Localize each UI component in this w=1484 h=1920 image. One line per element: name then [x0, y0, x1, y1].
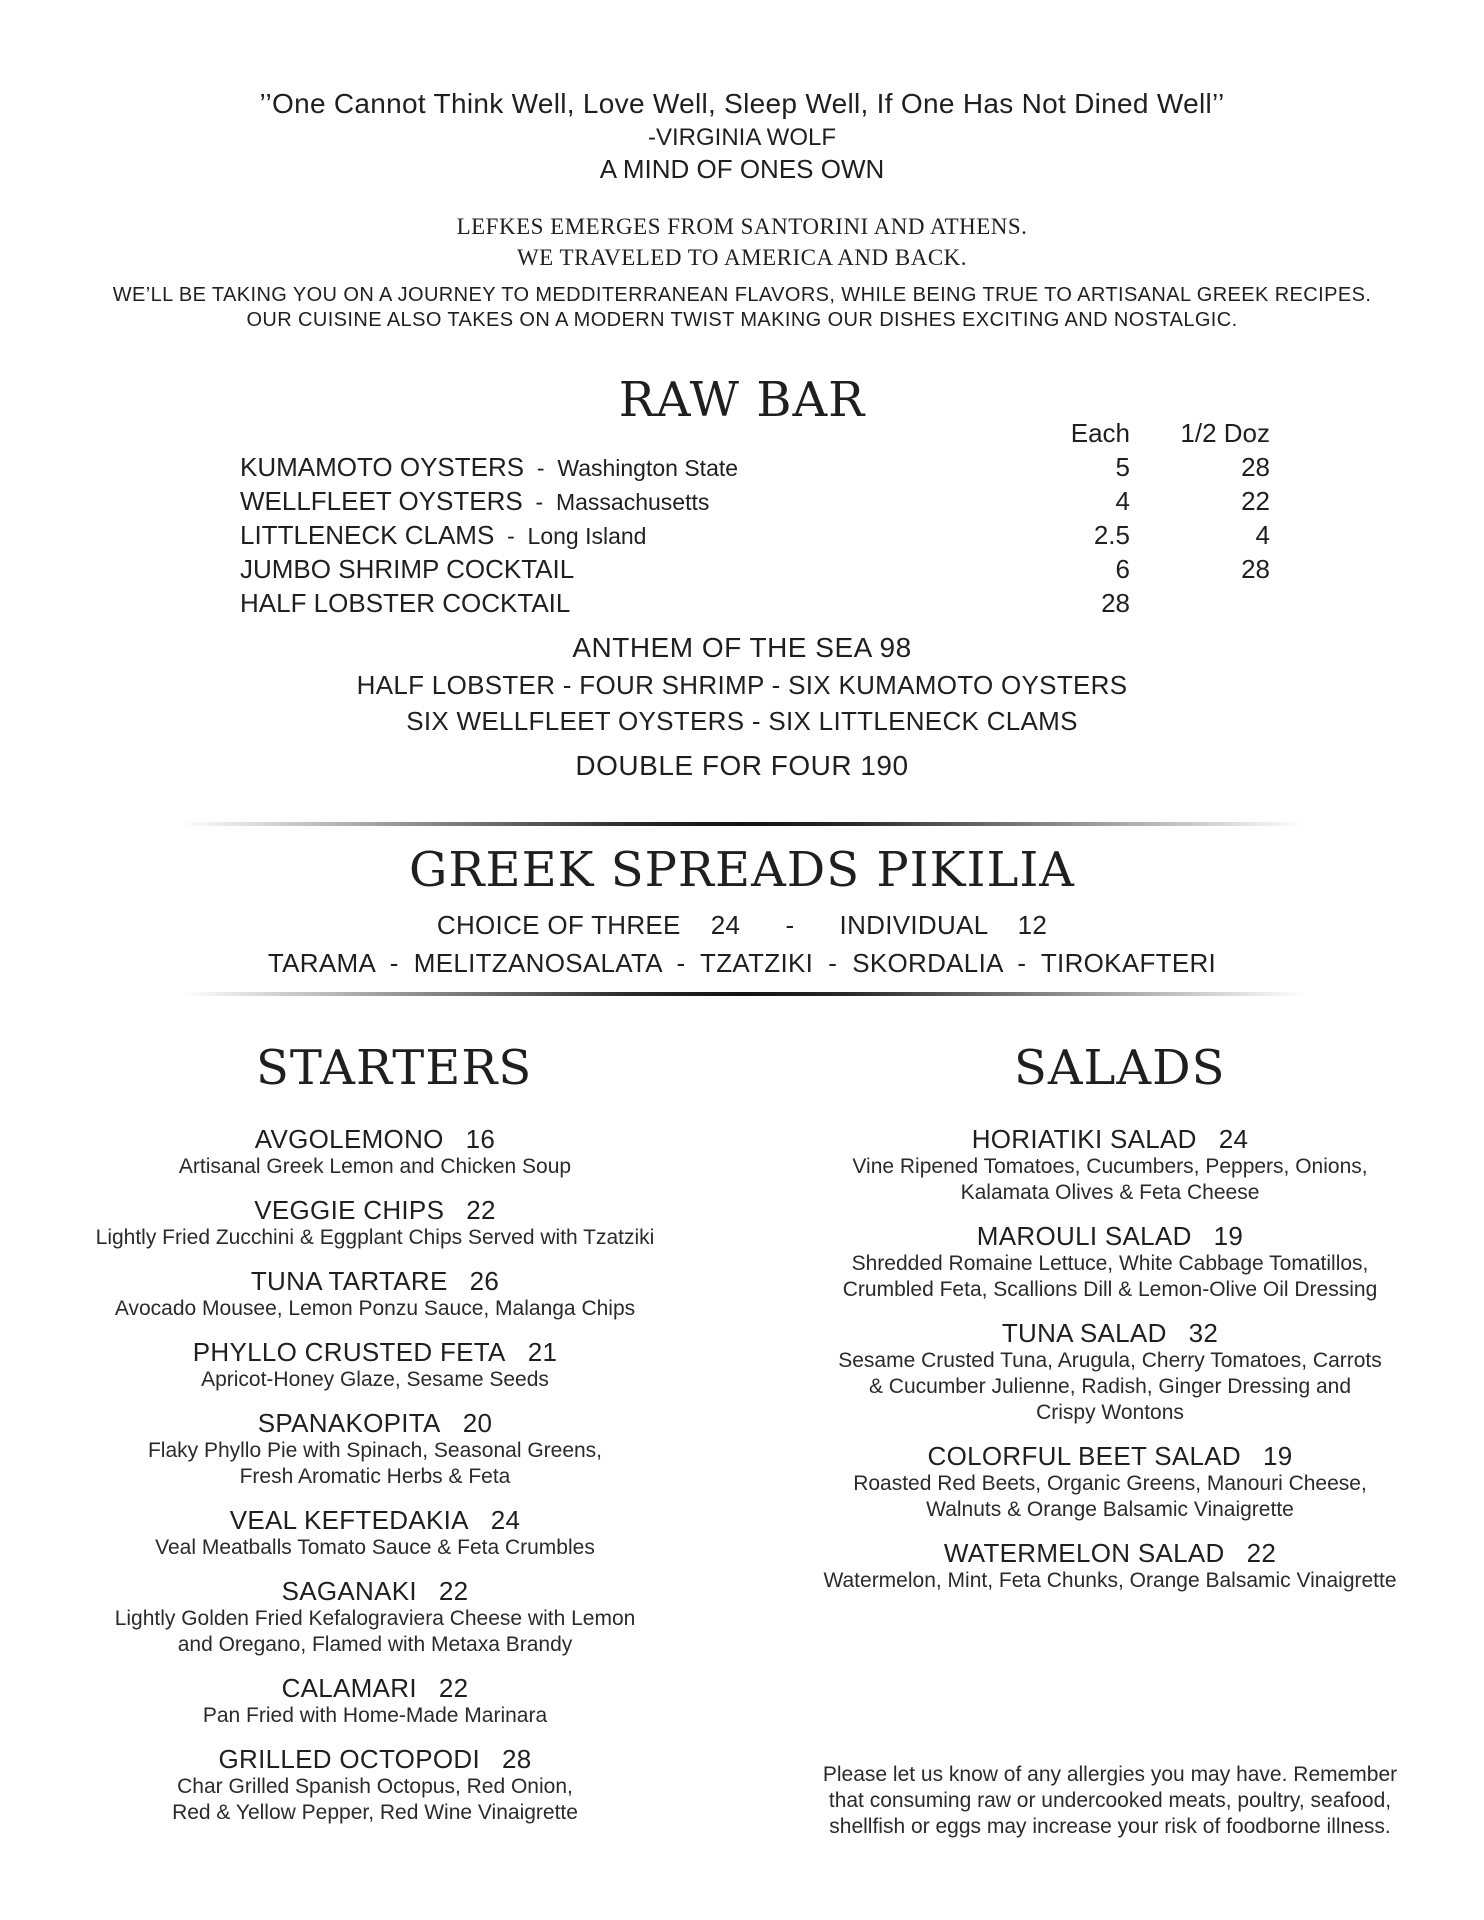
menu-item	[60, 1266, 690, 1322]
menu-item-name: HORIATIKI SALAD	[971, 1124, 1197, 1154]
raw-bar-item	[240, 486, 1270, 520]
menu-item-title	[60, 1673, 690, 1703]
raw-bar-item-separator: -	[524, 455, 558, 481]
menu-item-description: Crumbled Feta, Scallions Dill & Lemon-Olive Oil Dressing	[842, 1278, 1378, 1301]
menu-item-description: Kalamata Olives & Feta Cheese	[960, 1181, 1260, 1204]
menu-item-title	[790, 1538, 1430, 1568]
allergy-line: that consuming raw or undercooked meats, poultry, seafood,	[828, 1789, 1392, 1812]
starters-list	[60, 1124, 690, 1826]
menu-item-description: Flaky Phyllo Pie with Spinach, Seasonal Greens,	[147, 1439, 603, 1462]
quote-author: -VIRGINIA WOLF	[647, 124, 836, 151]
raw-bar-item	[240, 520, 1270, 554]
divider	[180, 992, 1304, 996]
menu-item-title	[790, 1441, 1430, 1471]
quote: ’’One Cannot Think Well, Love Well, Sleep Well, If One Has Not Dined Well’’	[259, 88, 1225, 119]
menu-item-name: GRILLED OCTOPODI	[218, 1744, 480, 1774]
tagline-line-1: LEFKES EMERGES FROM SANTORINI AND ATHENS.	[456, 214, 1028, 239]
menu-item-description: Vine Ripened Tomatoes, Cucumbers, Peppers, Onions,	[852, 1155, 1368, 1178]
menu-item-price: 28	[501, 1744, 532, 1774]
menu-item-description: and Oregano, Flamed with Metaxa Brandy	[177, 1633, 573, 1656]
menu-item-title	[790, 1221, 1430, 1251]
raw-bar-item-price-each: 2.5	[1093, 520, 1130, 550]
menu-item-price: 19	[1262, 1441, 1293, 1471]
quote-source: A MIND OF ONES OWN	[599, 154, 885, 184]
menu-item-price: 16	[465, 1124, 496, 1154]
menu-item-price: 24	[490, 1505, 521, 1535]
menu-item-name: SPANAKOPITA	[257, 1408, 441, 1438]
salads-section	[790, 1040, 1430, 1609]
menu-item-description: Roasted Red Beets, Organic Greens, Manouri Cheese,	[853, 1472, 1367, 1495]
menu-item-price: 21	[527, 1337, 558, 1367]
menu-item-price: 22	[438, 1673, 469, 1703]
menu-item-title	[790, 1318, 1430, 1348]
raw-bar-item-name-group	[240, 588, 570, 619]
menu-item-title	[60, 1744, 690, 1774]
menu-item-name: TUNA SALAD	[1001, 1318, 1167, 1348]
menu-item-price: 19	[1213, 1221, 1244, 1251]
tagline-line-2: WE TRAVELED TO AMERICA AND BACK.	[516, 245, 968, 270]
menu-item-title	[60, 1337, 690, 1367]
menu-item	[60, 1124, 690, 1180]
menu-item-name: AVGOLEMONO	[254, 1124, 444, 1154]
menu-item-name: WATERMELON SALAD	[943, 1538, 1225, 1568]
menu-item	[60, 1337, 690, 1393]
menu-item-price: 26	[469, 1266, 500, 1296]
menu-item-name: SAGANAKI	[281, 1576, 417, 1606]
raw-bar-item-price-each: 6	[1115, 554, 1130, 584]
raw-bar-item-separator: -	[522, 489, 556, 515]
menu-item	[790, 1538, 1430, 1594]
menu-item-name: PHYLLO CRUSTED FETA	[192, 1337, 506, 1367]
raw-bar-col-half-dozen: 1/2 Doz	[1180, 418, 1270, 448]
raw-bar-item-price-half-dozen: 28	[1241, 452, 1270, 482]
menu-item	[60, 1744, 690, 1826]
menu-item-description: Sesame Crusted Tuna, Arugula, Cherry Tomatoes, Carrots	[838, 1349, 1382, 1372]
menu-item-price: 24	[1218, 1124, 1249, 1154]
menu-item-price: 32	[1188, 1318, 1219, 1348]
raw-bar-item	[240, 554, 1270, 588]
anthem-items-line-2: SIX WELLFLEET OYSTERS - SIX LITTLENECK CLAMS	[406, 706, 1078, 736]
raw-bar-item-origin: Long Island	[527, 523, 647, 549]
intro-line-2: OUR CUISINE ALSO TAKES ON A MODERN TWIST MAKING OUR DISHES EXCITING AND NOSTALGIC.	[246, 309, 1238, 331]
allergy-notice	[790, 1762, 1430, 1840]
menu-item-description: Walnuts & Orange Balsamic Vinaigrette	[926, 1498, 1294, 1521]
raw-bar-item-separator: -	[494, 523, 528, 549]
menu-item	[790, 1221, 1430, 1303]
menu-item-title	[60, 1408, 690, 1438]
salads-list	[790, 1124, 1430, 1594]
raw-bar-item	[240, 452, 1270, 486]
menu-item-title	[60, 1124, 690, 1154]
raw-bar-item-name-group	[240, 520, 646, 551]
divider	[180, 822, 1304, 826]
menu-item	[60, 1576, 690, 1658]
menu-item-description: Avocado Mousee, Lemon Ponzu Sauce, Malanga Chips	[114, 1297, 636, 1320]
raw-bar-item-name-group	[240, 452, 738, 483]
intro-line-1: WE’LL BE TAKING YOU ON A JOURNEY TO MEDDITERRANEAN FLAVORS, WHILE BEING TRUE TO ARTISANAL GREEK RECIPES.	[112, 284, 1372, 306]
menu-item	[60, 1505, 690, 1561]
menu-item-price: 20	[462, 1408, 493, 1438]
anthem-items-line-1: HALF LOBSTER - FOUR SHRIMP - SIX KUMAMOTO OYSTERS	[356, 670, 1128, 700]
allergy-line: Please let us know of any allergies you may have. Remember	[822, 1763, 1398, 1786]
menu-item-name: CALAMARI	[281, 1673, 417, 1703]
menu-item-description: Red & Yellow Pepper, Red Wine Vinaigrette	[172, 1801, 578, 1824]
double-for-four: DOUBLE FOR FOUR 190	[575, 750, 909, 781]
menu-item	[60, 1673, 690, 1729]
spreads-title: GREEK SPREADS PIKILIA	[409, 842, 1075, 898]
menu-item-description: Lightly Fried Zucchini & Eggplant Chips Served with Tzatziki	[95, 1226, 655, 1249]
menu-item-description: Char Grilled Spanish Octopus, Red Onion,	[177, 1775, 573, 1798]
menu-item-name: VEGGIE CHIPS	[254, 1195, 445, 1225]
menu-item-name: VEAL KEFTEDAKIA	[229, 1505, 469, 1535]
menu-item	[60, 1195, 690, 1251]
raw-bar-item-price-half-dozen: 22	[1241, 486, 1270, 516]
anthem-title: ANTHEM OF THE SEA 98	[572, 632, 912, 663]
menu-item-description: Apricot-Honey Glaze, Sesame Seeds	[201, 1368, 549, 1391]
menu-item-name: TUNA TARTARE	[250, 1266, 448, 1296]
menu-item-title	[60, 1505, 690, 1535]
menu-item-title	[60, 1576, 690, 1606]
menu-item-description: Shredded Romaine Lettuce, White Cabbage Tomatillos,	[851, 1252, 1369, 1275]
menu-item-description: Pan Fried with Home-Made Marinara	[202, 1704, 548, 1727]
menu-item-description: Fresh Aromatic Herbs & Feta	[239, 1465, 511, 1488]
menu-item-description: Artisanal Greek Lemon and Chicken Soup	[178, 1155, 572, 1178]
menu-item-title	[790, 1124, 1430, 1154]
raw-bar-item-name-group	[240, 486, 709, 517]
menu-item-title	[60, 1266, 690, 1296]
menu-item-description: Veal Meatballs Tomato Sauce & Feta Crumbles	[155, 1536, 595, 1559]
starters-section	[60, 1040, 690, 1841]
raw-bar-item-price-each: 4	[1115, 486, 1130, 516]
menu-item-description: Lightly Golden Fried Kefalograviera Cheese with Lemon	[114, 1607, 636, 1630]
menu-item-name: COLORFUL BEET SALAD	[927, 1441, 1241, 1471]
raw-bar-item-name: WELLFLEET OYSTERS	[240, 486, 523, 516]
spreads-pricing: CHOICE OF THREE 24 - INDIVIDUAL 12	[436, 910, 1048, 940]
raw-bar-col-each: Each	[1070, 418, 1130, 448]
menu-item-title	[60, 1195, 690, 1225]
menu-item	[790, 1124, 1430, 1206]
menu-item-description: Crispy Wontons	[1036, 1401, 1184, 1424]
raw-bar-item-origin: Massachusetts	[555, 489, 710, 515]
menu-item-description: Watermelon, Mint, Feta Chunks, Orange Balsamic Vinaigrette	[823, 1569, 1397, 1592]
menu-item	[790, 1318, 1430, 1426]
raw-bar-item-price-each: 28	[1101, 588, 1130, 618]
raw-bar-item-name: KUMAMOTO OYSTERS	[240, 452, 525, 482]
raw-bar-item-name-group	[240, 554, 574, 585]
menu-item	[60, 1408, 690, 1490]
menu-item-price: 22	[438, 1576, 469, 1606]
raw-bar-item-name: HALF LOBSTER COCKTAIL	[240, 588, 571, 618]
menu-item	[790, 1441, 1430, 1523]
raw-bar-title: RAW BAR	[618, 372, 866, 428]
menu-item-price: 22	[1246, 1538, 1277, 1568]
raw-bar-item	[240, 588, 1240, 622]
raw-bar-item-origin: Washington State	[557, 455, 739, 481]
raw-bar-item-name: JUMBO SHRIMP COCKTAIL	[240, 554, 575, 584]
menu-item-price: 22	[466, 1195, 496, 1225]
raw-bar-item-price-each: 5	[1115, 452, 1130, 482]
menu-item-name: MAROULI SALAD	[976, 1221, 1192, 1251]
menu-item-description: & Cucumber Julienne, Radish, Ginger Dressing and	[868, 1375, 1352, 1398]
raw-bar-item-price-half-dozen: 28	[1241, 554, 1270, 584]
raw-bar-item-price-half-dozen: 4	[1255, 520, 1270, 550]
raw-bar-item-name: LITTLENECK CLAMS	[240, 520, 495, 550]
starters-title: STARTERS	[256, 1040, 533, 1096]
spreads-list: TARAMA - MELITZANOSALATA - TZATZIKI - SKORDALIA - TIROKAFTERI	[267, 948, 1217, 978]
salads-title: SALADS	[1014, 1040, 1226, 1096]
allergy-line: shellfish or eggs may increase your risk of foodborne illness.	[829, 1815, 1391, 1838]
